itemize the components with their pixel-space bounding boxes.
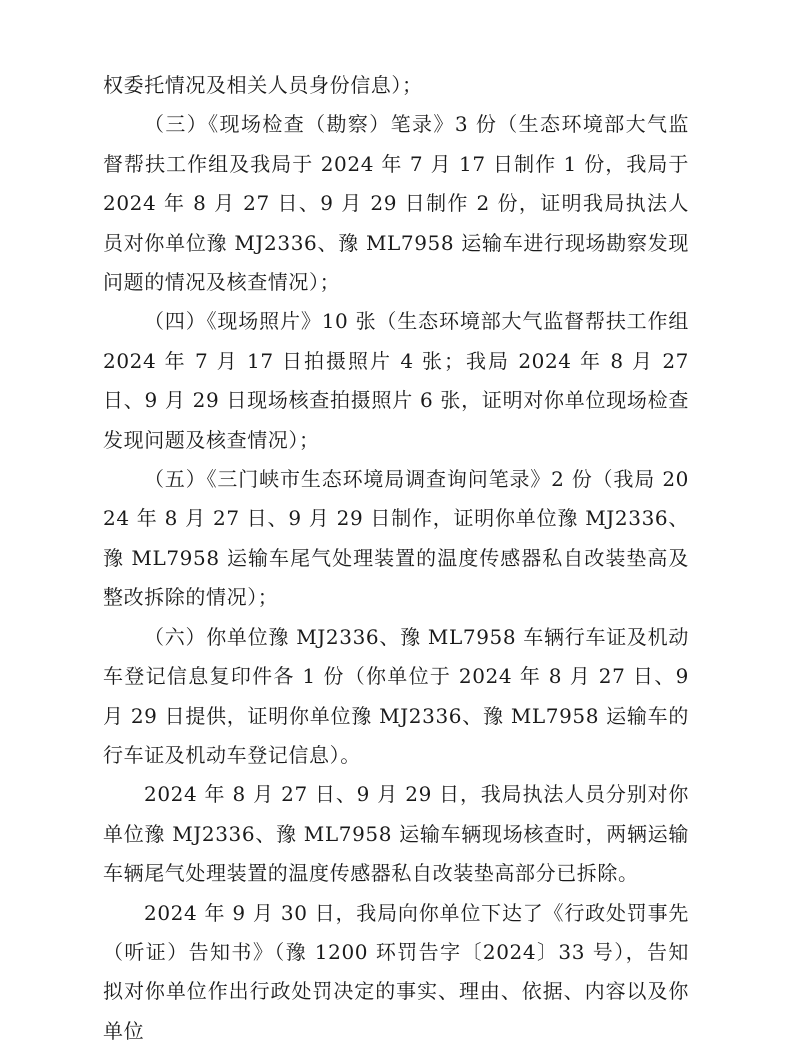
paragraph-3: （四）《现场照片》10 张（生态环境部大气监督帮扶工作组 2024 年 7 月 17 日拍摄照片 4 张；我局 2024 年 8 月 27 日、9 月 29 日现场核查拍摄照片 6 张，证明对你单位现场检查发现问题及核查情况）； <box>103 309 689 452</box>
paragraph-6: 2024 年 8 月 27 日、9 月 29 日，我局执法人员分别对你单位豫 MJ2336、豫 ML7958 运输车辆现场核查时，两辆运输车辆尾气处理装置的温度传感器私自改装垫高部分已拆除。 <box>103 782 689 886</box>
document-body <box>103 66 689 1051</box>
paragraph-4: （五）《三门峡市生态环境局调查询问笔录》2 份（我局 2024 年 8 月 27 日、9 月 29 日制作，证明你单位豫 MJ2336、豫 ML7958 运输车尾气处理装置的温度传感器私自改装垫高及整改拆除的情况）； <box>103 467 689 610</box>
paragraph-5: （六）你单位豫 MJ2336、豫 ML7958 车辆行车证及机动车登记信息复印件各 1 份（你单位于 2024 年 8 月 27 日、9 月 29 日提供，证明你单位豫 MJ2336、豫 ML7958 运输车的行车证及机动车登记信息）。 <box>103 624 689 767</box>
paragraph-7: 2024 年 9 月 30 日，我局向你单位下达了《行政处罚事先（听证）告知书》（豫 1200 环罚告字〔2024〕33 号），告知拟对你单位作出行政处罚决定的事实、理由、依据、内容以及你单位 <box>103 900 689 1043</box>
paragraph-1: 权委托情况及相关人员身份信息）； <box>103 73 423 97</box>
paragraph-2: （三）《现场检查（勘察）笔录》3 份（生态环境部大气监督帮扶工作组及我局于 2024 年 7 月 17 日制作 1 份，我局于 2024 年 8 月 27 日、9 月 29 日制作 2 份，证明我局执法人员对你单位豫 MJ2336、豫 ML7958 运输车进行现场勘察发现问题的情况及核查情况）； <box>103 112 689 295</box>
